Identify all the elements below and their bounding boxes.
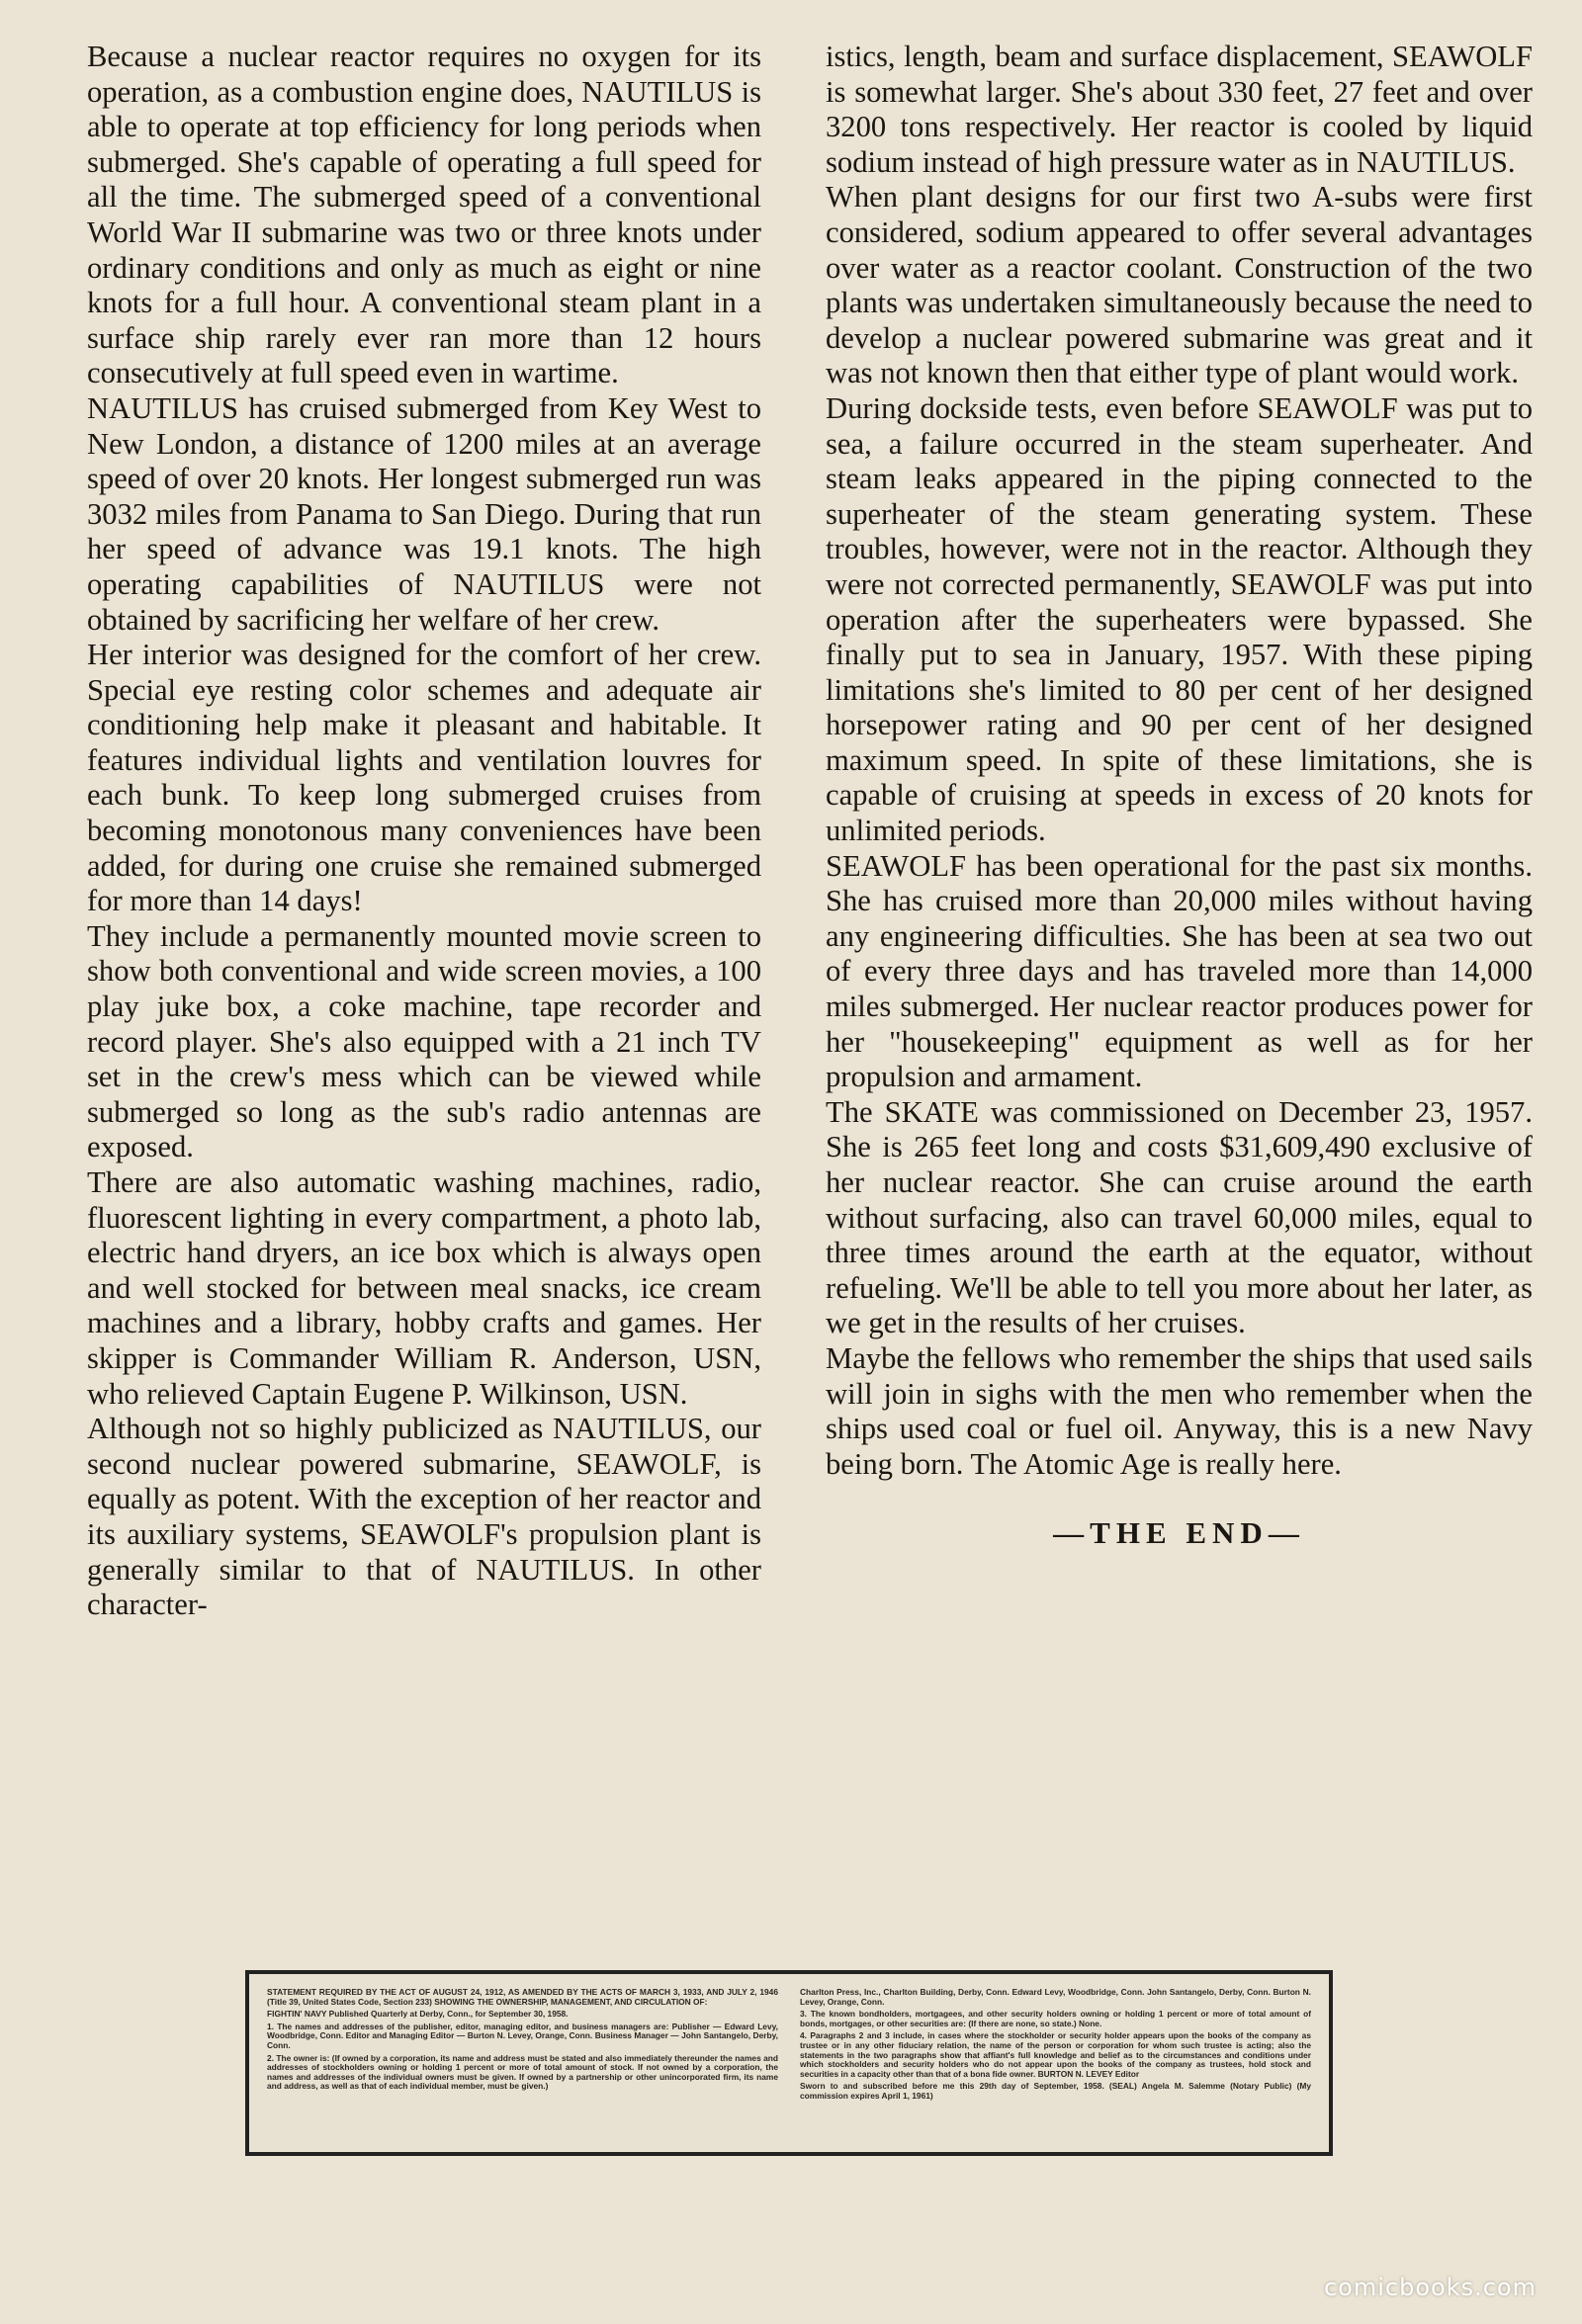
paragraph-skate: The SKATE was commissioned on December 23, 1957. She is 265 feet long and costs $31,609,490 exclusive of her nuclear reactor. She can cruise around the earth without surfacing, also can travel 60,000 miles, equal to three times around the earth at the equator, without refueling. We'll be able to tell you more about her later, as we get in the results of her cruises. [826, 1094, 1533, 1340]
paragraph-seawolf-operational: SEAWOLF has been operational for the past six months. She has cruised more than 20,000 miles without having any engineering difficulties. She has been at sea two out of every three days and has traveled more than 14,000 miles submerged. Her nuclear reactor produces power for her "housekeeping" equipment as well as for her propulsion and armament. [826, 848, 1533, 1094]
right-text-column [826, 40, 1533, 1551]
paragraph-dockside-tests: During dockside tests, even before SEAWOLF was put to sea, a failure occurred in the steam superheater. And steam leaks appeared in the piping connected to the superheater of the steam generating system. These troubles, however, were not in the reactor. Although they were not corrected permanently, SEAWOLF was put into operation after the superheaters were bypassed. She finally put to sea in January, 1957. With these piping limitations she's limited to 80 per cent of her designed horsepower rating and 90 per cent of her designed maximum speed. In spite of these limitations, she is capable of cruising at speeds in excess of 20 knots for unlimited periods. [826, 390, 1533, 848]
paragraph-nautilus-amenities: There are also automatic washing machines, radio, fluorescent lighting in every compartment, a photo lab, electric hand dryers, an ice box which is always open and well stocked for between meal snacks, ice cream machines and a library, hobby crafts and games. Her skipper is Commander William R. Anderson, USN, who relieved Captain Eugene P. Wilkinson, USN. [87, 1165, 761, 1411]
paragraph-plant-designs: When plant designs for our first two A-subs were first considered, sodium appeared to offer several advantages over water as a reactor coolant. Construction of the two plants was undertaken simultaneously because the need to develop a nuclear powered submarine was great and it was not known then that either type of plant would work. [826, 180, 1533, 390]
paragraph-seawolf-size: istics, length, beam and surface displacement, SEAWOLF is somewhat larger. She's about 330 feet, 27 feet and over 3200 tons respectively. Her reactor is cooled by liquid sodium instead of high pressure water as in NAUTILUS. [826, 40, 1533, 179]
paragraph-seawolf-intro: Although not so highly publicized as NAUTILUS, our second nuclear powered submarine, SEAWOLF, is equally as potent. With the exception of her reactor and its auxiliary systems, SEAWOLF's propulsion plant is generally similar to that of NAUTILUS. In other character- [87, 1412, 761, 1622]
paragraph-nautilus-cruise: NAUTILUS has cruised submerged from Key West to New London, a distance of 1200 miles at an average speed of over 20 knots. Her longest submerged run was 3032 miles from Panama to San Diego. During that run her speed of advance was 19.1 knots. The high operating capabilities of NAUTILUS were not obtained by sacrificing her welfare of her crew. [87, 390, 761, 637]
statement-item-4: 4. Paragraphs 2 and 3 include, in cases where the stockholder or security holder appears upon the books of the company as trustee or in any other fiduciary relation, the name of the person or corporation for whom such trustee is acting; also the statements in the two paragraphs show that affiant's full knowledge and belief as to the circumstances and conditions under which stockholders and security holders who do not appear upon the books of the company as trustees, hold stock and securities in a capacity other than that of a bona fide owner. BURTON N. LEVEY Editor [800, 2030, 1311, 2079]
paragraph-atomic-age: Maybe the fellows who remember the ships that used sails will join in sighs with the men who remember when the ships used coal or fuel oil. Anyway, this is a new Navy being born. The Atomic Age is really here. [826, 1340, 1533, 1481]
statement-left-column [267, 1988, 778, 2142]
left-text-column [87, 40, 761, 1623]
statement-heading: STATEMENT REQUIRED BY THE ACT OF AUGUST 24, 1912, AS AMENDED BY THE ACTS OF MARCH 3, 1933, AND JULY 2, 1946 (Title 39, United States Code, Section 233) SHOWING THE OWNERSHIP, MANAGEMENT, AND CIRCULATION OF: [267, 1988, 778, 2007]
paragraph-nautilus-interior: Her interior was designed for the comfort of her crew. Special eye resting color schemes and adequate air conditioning help make it pleasant and habitable. It features individual lights and ventilation louvres for each bunk. To keep long submerged cruises from becoming monotonous many conveniences have been added, for during one cruise she remained submerged for more than 14 days! [87, 638, 761, 918]
statement-right-column [800, 1988, 1311, 2142]
the-end-label: —THE END— [1053, 1515, 1305, 1551]
statement-owners: Charlton Press, Inc., Charlton Building, Derby, Conn. Edward Levy, Woodbridge, Conn. John Santangelo, Derby, Conn. Burton N. Levey, Orange, Conn. [800, 1988, 1311, 2007]
paragraph-nautilus-entertainment: They include a permanently mounted movie screen to show both conventional and wide screen movies, a 100 play juke box, a coke machine, tape recorder and record player. She's also equipped with a 21 inch TV set in the crew's mess which can be viewed while submerged so long as the sub's radio antennas are exposed. [87, 918, 761, 1164]
statement-item-3: 3. The known bondholders, mortgagees, and other security holders owning or holding 1 percent or more of total amount of bonds, mortgages, or other securities are: (If there are none, so state.) None. [800, 2009, 1311, 2028]
statement-notary: Sworn to and subscribed before me this 29th day of September, 1958. (SEAL) Angela M. Salemme (Notary Public) (My commission expires April 1, 1961) [800, 2081, 1311, 2101]
site-watermark: comicbooks.com [1323, 2274, 1537, 2301]
statement-item-2: 2. The owner is: (If owned by a corporation, its name and address must be stated and also immediately thereunder the names and addresses of stockholders owning or holding 1 percent or more of total amount of stock. If not owned by a corporation, the names and addresses of the individual owners must be given. If owned by a partnership or other unincorporated firm, its name and address, as well as that of each individual member, must be given.) [267, 2052, 778, 2092]
statement-publication: FIGHTIN' NAVY Published Quarterly at Derby, Conn., for September 30, 1958. [267, 2009, 569, 2020]
paragraph-nautilus-efficiency: Because a nuclear reactor requires no oxygen for its operation, as a combustion engine does, NAUTILUS is able to operate at top efficiency for long periods when submerged. She's capable of operating a full speed for all the time. The submerged speed of a conventional World War II submarine was two or three knots under ordinary conditions and only as much as eight or nine knots for a full hour. A conventional steam plant in a surface ship rarely ever ran more than 12 hours consecutively at full speed even in wartime. [87, 40, 761, 390]
statement-item-1: 1. The names and addresses of the publisher, editor, managing editor, and business managers are: Publisher — Edward Levy, Woodbridge, Conn. Editor and Managing Editor — Burton N. Levey, Orange, Conn. Business Manager — John Santangelo, Derby, Conn. [267, 2021, 778, 2050]
ownership-statement-box [245, 1970, 1333, 2156]
